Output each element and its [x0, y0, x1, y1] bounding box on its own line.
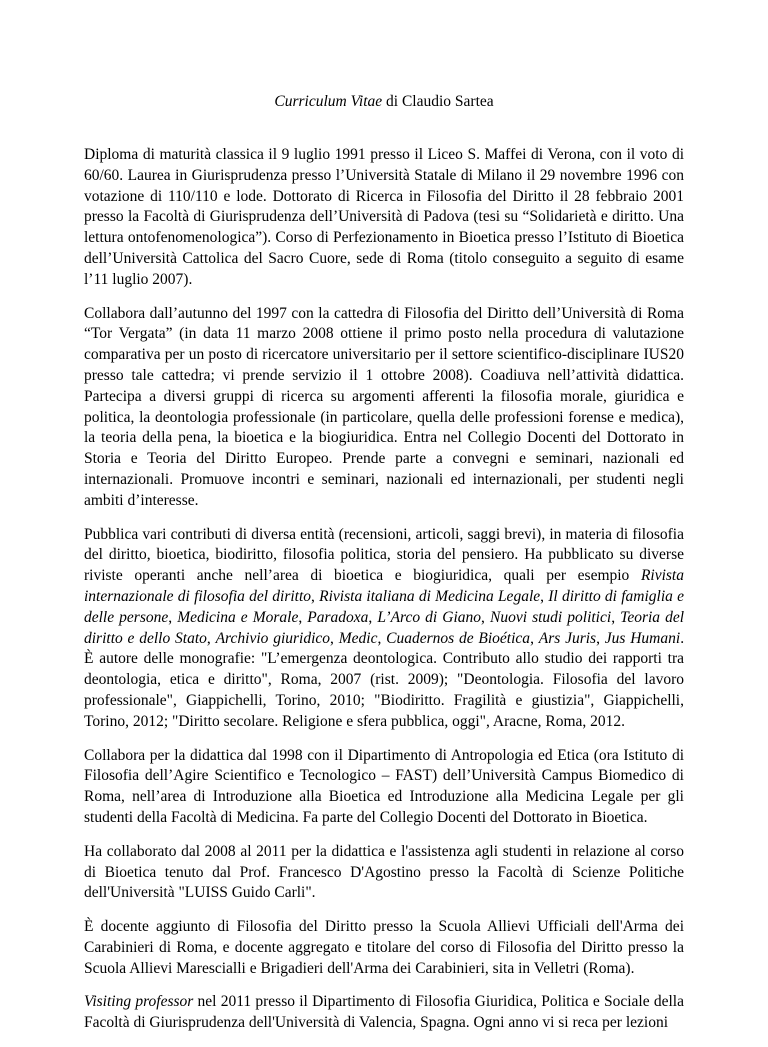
publications-monographs: . È autore delle monografie: "L’emergenza deontologica. Contributo allo studio dei rapporti tra deontologia, etica e diritto", Roma, 2007 (rist. 2009); "Deontologia. Filosofia del lavoro professionale", Giappichelli, Torino, 2010; "Biodiritto. Fragilità e giustizia", Giappichelli, Torino, 2012; "Diritto secolare. Religione e sfera pubblica, oggi", Aracne, Roma, 2012.: [84, 629, 685, 730]
title-italic: Curriculum Vitae: [274, 93, 383, 110]
separator: ,: [611, 608, 621, 626]
visiting-professor-text: nel 2011 presso il Dipartimento di Filosofia Giuridica, Politica e Sociale della Facoltà di Giurisprudenza dell'Università di Valencia, Spagna. Ogni anno vi si reca per lezioni: [84, 993, 684, 1032]
journal-title: L’Arco di Giano: [377, 608, 482, 626]
visiting-professor-label: Visiting professor: [84, 993, 194, 1011]
journal-title: Paradoxa: [307, 608, 369, 626]
separator: ,: [168, 608, 178, 626]
paragraph-visiting-professor: [84, 992, 684, 1034]
separator: ,: [330, 629, 339, 647]
separator: ,: [530, 629, 539, 647]
separator: ,: [311, 587, 320, 605]
journal-title: Teoria del diritto e dello Stato: [84, 608, 685, 647]
journal-title: Nuovi studi politici: [489, 608, 612, 626]
separator: ,: [368, 608, 378, 626]
journal-title: Medicina e Morale: [177, 608, 299, 626]
paragraph-education: Diploma di maturità classica il 9 luglio 1991 presso il Liceo S. Maffei di Verona, con il voto di 60/60. Laurea in Giurisprudenza presso l’Università Statale di Milano il 29 novembre 1996 con votazione di 110/110 e lode. Dottorato di Ricerca in Filosofia del Diritto il 28 febbraio 2001 presso la Facoltà di Giurisprudenza dell’Università di Padova (tesi su “Solidarietà e diritto. Una lettura ontofenomenologica”). Corso di Perfezionamento in Bioetica presso l’Istituto di Bioetica dell’Università Cattolica del Sacro Cuore, sede di Roma (titolo conseguito a seguito di esame l’11 luglio 2007).: [84, 146, 684, 288]
separator: ,: [596, 629, 605, 647]
journal-title: Jus Humani: [604, 629, 681, 647]
paragraph-campus-biomedico: Collabora per la didattica dal 1998 con il Dipartimento di Antropologia ed Etica (ora Istituto di Filosofia dell’Agire Scientifico e Tecnologico – FAST) dell’Università Campus Biomedico di Roma, nell’area di Introduzione alla Bioetica ed Introduzione alla Medicina Legale per gli studenti della Facoltà di Medicina. Fa parte del Collegio Docenti del Dottorato in Bioetica.: [84, 746, 684, 826]
journal-title: Cuadernos de Bioética: [386, 629, 531, 647]
document-title: [84, 92, 684, 112]
paragraph-tor-vergata: Collabora dall’autunno del 1997 con la cattedra di Filosofia del Diritto dell’Università di Roma “Tor Vergata” (in data 11 marzo 2008 ottiene il primo posto nella procedura di valutazione comparativa per un posto di ricercatore universitario per il settore scientifico-disciplinare IUS20 presso tale cattedra; vi prende servizio il 1 ottobre 2008). Coadiuva nell’attività didattica. Partecipa a diversi gruppi di ricerca su argomenti afferenti la filosofia morale, giuridica e politica, la deontologia professionale (in particolare, quella delle professioni forense e medica), la teoria della pena, la bioetica e la biogiuridica. Entra nel Collegio Docenti del Dottorato in Storia e Teoria del Diritto Europeo. Prende parte a convegni e seminari, nazionali ed internazionali. Promuove incontri e seminari, nazionali ed internazionali, per studenti negli ambiti d’interesse.: [84, 304, 684, 509]
document-body: [84, 145, 684, 1047]
paragraph-publications: [84, 525, 684, 733]
title-rest: di Claudio Sartea: [382, 93, 494, 110]
journal-title: Rivista italiana di Medicina Legale: [319, 587, 541, 605]
publications-intro: Pubblica vari contributi di diversa entità (recensioni, articoli, saggi brevi), in materia di filosofia del diritto, bioetica, biodiritto, filosofia politica, storia del pensiero. Ha pubblicato su diverse riviste operanti anche nell’area di bioetica e biogiuridica, quali per esempio: [84, 525, 684, 585]
journal-title: Archivio giuridico: [215, 629, 331, 647]
separator: ,: [377, 629, 387, 647]
separator: ,: [481, 608, 490, 626]
paragraph-luiss: Ha collaborato dal 2008 al 2011 per la didattica e l'assistenza agli studenti in relazione al corso di Bioetica tenuto dal Prof. Francesco D'Agostino presso la Facoltà di Scienze Politiche dell'Università "LUISS Guido Carli".: [84, 842, 684, 902]
paragraph-carabinieri: È docente aggiunto di Filosofia del Diritto presso la Scuola Allievi Ufficiali dell'Arma dei Carabinieri di Roma, e docente aggregato e titolare del corso di Filosofia del Diritto presso la Scuola Allievi Marescialli e Brigadieri dell'Arma dei Carabinieri, sita in Velletri (Roma).: [84, 918, 684, 977]
journal-title: Rivista internazionale di filosofia del diritto: [84, 567, 684, 605]
journal-title: Medic: [338, 629, 378, 647]
journal-title: Il diritto di famiglia e delle persone: [84, 587, 685, 626]
journal-title: Ars Juris: [538, 629, 597, 647]
separator: ,: [206, 629, 216, 647]
separator: ,: [298, 608, 308, 626]
separator: ,: [540, 587, 549, 605]
